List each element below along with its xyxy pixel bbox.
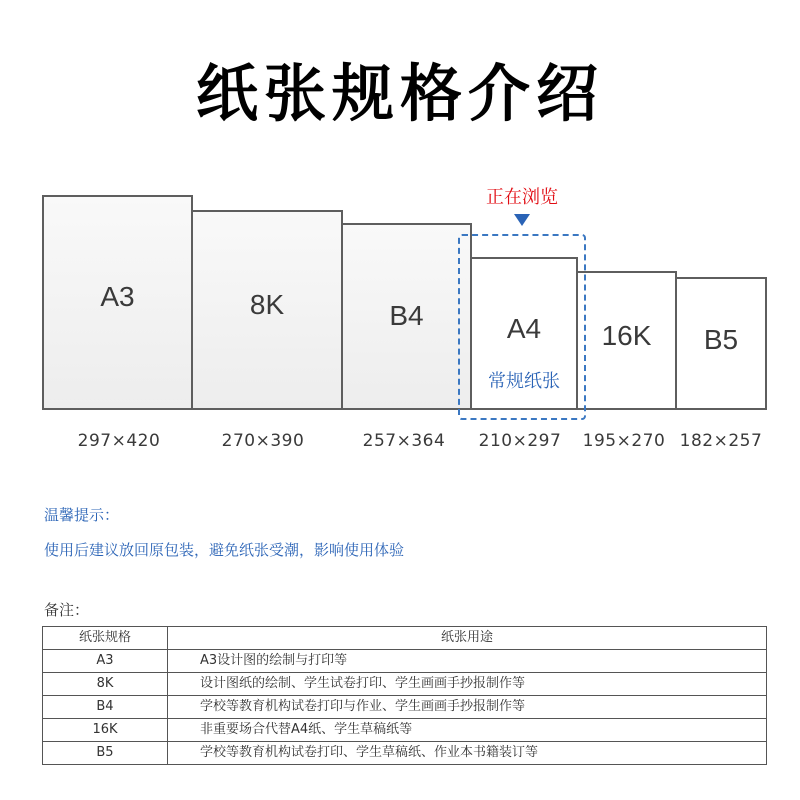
currently-browsing-label: 正在浏览 — [486, 187, 558, 208]
paper-a4-label: A4 — [506, 313, 542, 344]
notes-label: 备注： — [44, 601, 90, 619]
paper-8k-size: 270×390 — [221, 431, 305, 451]
row-spec: 16K — [43, 719, 168, 742]
row-usage: 非重要场合代替A4纸、学生草稿纸等 — [168, 719, 767, 742]
paper-a3 — [42, 195, 193, 410]
row-usage: 学校等教育机构试卷打印与作业、学生画画手抄报制作等 — [168, 696, 767, 719]
header-spec: 纸张规格 — [43, 627, 168, 650]
tips-text: 使用后建议放回原包装，避免纸张受潮，影响使用体验 — [44, 541, 405, 559]
tips-title: 温馨提示： — [44, 506, 120, 524]
paper-a4-subtitle: 常规纸张 — [488, 371, 560, 392]
row-spec: B4 — [43, 696, 168, 719]
paper-b4-label: B4 — [389, 300, 424, 331]
page-title: 纸张规格介绍 — [195, 57, 604, 130]
table-row — [43, 719, 767, 742]
table-row — [43, 650, 767, 673]
header-usage: 纸张用途 — [168, 627, 767, 650]
paper-b5-size: 182×257 — [679, 431, 763, 451]
paper-a3-label: A3 — [100, 281, 135, 312]
paper-16k-label: 16K — [601, 320, 652, 351]
paper-a4-size: 210×297 — [478, 431, 562, 451]
paper-8k-label: 8K — [249, 289, 285, 320]
down-arrow-icon — [514, 214, 530, 226]
paper-a3-size: 297×420 — [77, 431, 161, 451]
paper-b4 — [341, 223, 472, 410]
table-row — [43, 742, 767, 765]
paper-b4-size: 257×364 — [362, 431, 446, 451]
paper-16k — [576, 271, 677, 410]
table-header-row — [43, 627, 767, 650]
row-usage: 设计图纸的绘制、学生试卷打印、学生画画手抄报制作等 — [168, 673, 767, 696]
row-spec: 8K — [43, 673, 168, 696]
row-spec: A3 — [43, 650, 168, 673]
row-usage: A3设计图的绘制与打印等 — [168, 650, 767, 673]
paper-usage-table — [42, 626, 767, 765]
row-spec: B5 — [43, 742, 168, 765]
table-row — [43, 696, 767, 719]
paper-16k-size: 195×270 — [582, 431, 666, 451]
paper-b5-label: B5 — [703, 324, 739, 355]
row-usage: 学校等教育机构试卷打印、学生草稿纸、作业本书籍装订等 — [168, 742, 767, 765]
current-selection-frame — [458, 234, 586, 420]
paper-8k — [191, 210, 343, 410]
paper-b5 — [675, 277, 767, 410]
table-row — [43, 673, 767, 696]
